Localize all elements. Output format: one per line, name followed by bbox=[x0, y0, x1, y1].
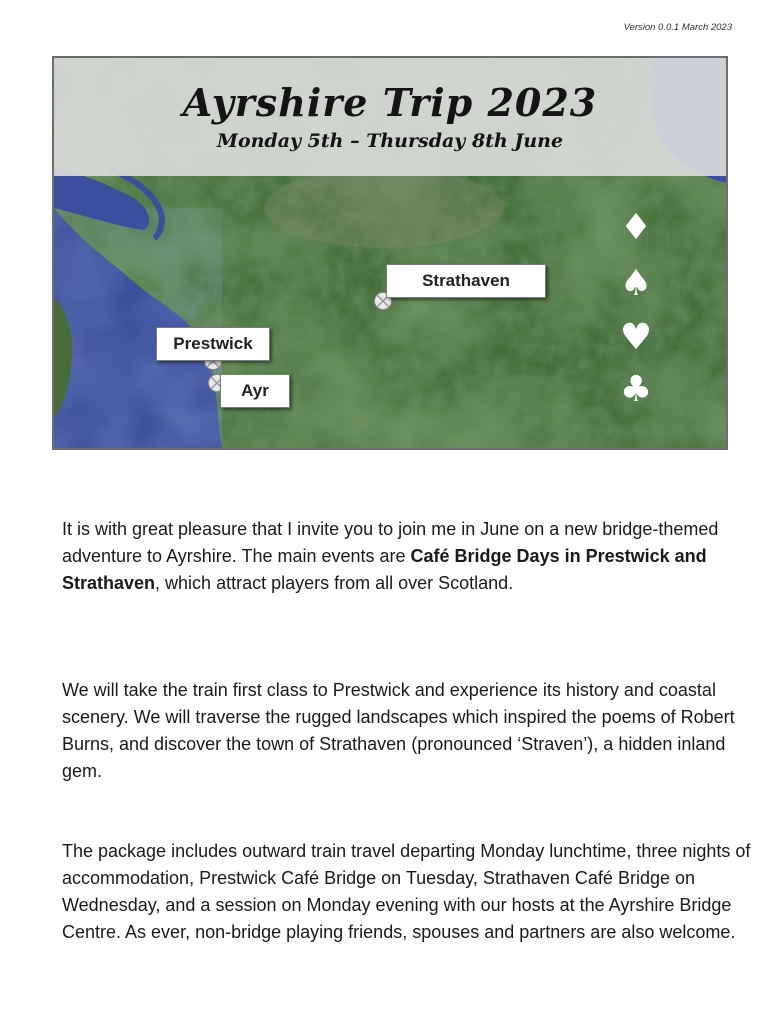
intro-text-start: It is with great pleasure that I invite you to join me in June on a new bridge-themed adventure to Ayrshire. The main events are bbox=[62, 519, 719, 566]
banner-title: Ayrshire Trip 2023 bbox=[182, 80, 598, 125]
package-paragraph bbox=[62, 838, 752, 946]
heart-icon: ♥ bbox=[619, 317, 653, 358]
intro-text-end: , which attract players from all over Scotland. bbox=[155, 573, 514, 593]
package-text: The package includes outward train travel departing Monday lunchtime, three nights of accommodation, Prestwick Café Bridge on Tuesday, Strathaven Café Bridge on Wednesday, and a session on Monday evening with our hosts at the Ayrshire Bridge Centre. As ever, non-bridge playing friends, spouses and partners are also welcome. bbox=[62, 841, 751, 942]
club-icon: ♣ bbox=[619, 369, 653, 410]
travel-text: We will take the train first class to Prestwick and experience its history and coastal scenery. We will traverse the rugged landscapes which inspired the poems of Robert Burns, and discover the town of Strathaven (pronounced ‘Straven’), a hidden inland gem. bbox=[62, 680, 735, 781]
trip-banner bbox=[52, 56, 728, 450]
banner-dates: Monday 5th – Thursday 8th June bbox=[216, 130, 564, 152]
place-label-ayr: Ayr bbox=[220, 374, 290, 408]
travel-paragraph bbox=[62, 677, 752, 785]
diamond-icon: ♦ bbox=[619, 207, 653, 248]
intro-text-bold: Café Bridge Days in Prestwick and Strathaven bbox=[62, 546, 707, 593]
spade-icon: ♠ bbox=[619, 263, 653, 304]
place-label-prestwick: Prestwick bbox=[156, 327, 270, 361]
intro-paragraph bbox=[62, 516, 752, 597]
version-note: Version 0.0.1 March 2023 bbox=[623, 22, 732, 33]
place-label-strathaven: Strathaven bbox=[386, 264, 546, 298]
